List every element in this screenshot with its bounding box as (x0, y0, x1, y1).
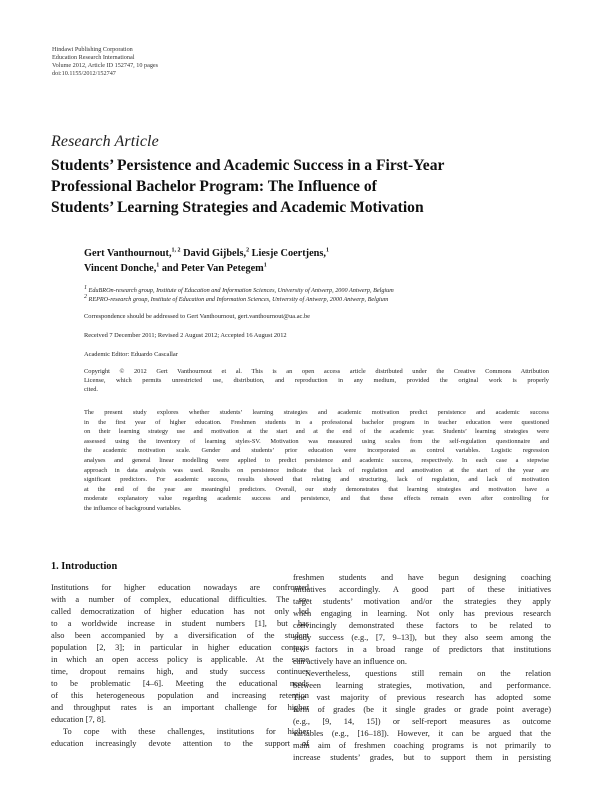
body-line: initiatives accordingly. A good part of these initiatives (293, 585, 551, 594)
body-line: variables (e.g., [16–18]). However, it can be argued that the (293, 729, 551, 738)
body-line: education increasingly devote attention to the support of (51, 739, 309, 748)
section-heading: 1. Introduction (51, 561, 118, 572)
journal-name: Education Research International (52, 54, 135, 61)
body-line: in which an open access policy is applicable. At the same (51, 655, 309, 664)
doi[interactable]: doi:10.1155/2012/152747 (52, 70, 116, 77)
body-line: and throughput rates is an important challenge for higher (51, 703, 309, 712)
abstract-line: at the end of the year are meaningful predictors. Overall, our study demonstrates that learning strategies and motivation have a (84, 485, 549, 493)
body-line: increase students’ grades, but to support them in persisting (293, 753, 551, 762)
publisher-name: Hindawi Publishing Corporation (52, 46, 133, 53)
abstract-line: in the first year of higher education. Freshmen students in a professional bachelor program in teacher education were questioned (84, 418, 549, 426)
body-line: freshmen students and have begun designing coaching (293, 573, 551, 582)
author-list (84, 246, 554, 276)
copyright-line: Copyright © 2012 Gert Vanthournout et al. This is an open access article distributed under the Creative Commons Attribution (84, 368, 549, 375)
body-line: with a number of complex, educational difficulties. The so- (51, 595, 309, 604)
abstract-line: approach in data analysis was used. Results on persistence indicate that lack of regulation and amotivation at the start of the year are (84, 466, 549, 474)
author-affiliation-mark: 1 (325, 247, 329, 254)
author-name: Liesje Coertjens, (249, 248, 326, 259)
body-line: To cope with these challenges, institutions for higher (63, 727, 309, 736)
abstract-line: on their learning strategy use and motivation at the start and at the end of the academic year. Students’ learning strategies were (84, 428, 549, 436)
title-line: Professional Bachelor Program: The Influence of (51, 178, 377, 195)
affiliation (84, 295, 554, 304)
body-line: can actively have an influence on. (293, 657, 407, 666)
copyright-notice (84, 367, 549, 394)
body-line: to a worldwide increase in student numbers [1], but has (51, 619, 309, 628)
author-name: David Gijbels, (180, 248, 247, 259)
abstract-line: the influence of background variables. (84, 504, 182, 512)
affiliation-text: EduBROn-research group, Institute of Education and Information Sciences, University of Antwerp, 2000 Antwerp, Belgium (87, 287, 394, 294)
body-line: study success (e.g., [7, 9–13]), but they also seem among the (293, 633, 551, 642)
body-line: Institutions for higher education nowadays are confronted (51, 583, 309, 592)
journal-header (52, 46, 158, 78)
body-line: convincingly demonstrated these factors to be related to (293, 621, 551, 630)
title-line: Students’ Learning Strategies and Academic Motivation (51, 199, 424, 216)
affiliations (84, 286, 554, 304)
author-name: and Peter Van Petegem (159, 263, 264, 274)
body-line: also been accompanied by a diversification of the student (51, 631, 309, 640)
body-column-right (293, 572, 551, 764)
author-name: Gert Vanthournout, (84, 248, 172, 259)
affiliation-mark: 2 (84, 293, 87, 300)
copyright-line: cited. (84, 386, 99, 393)
academic-editor: Academic Editor: Eduardo Cascallar (84, 351, 178, 358)
received-dates: Received 7 December 2011; Revised 2 August 2012; Accepted 16 August 2012 (84, 332, 287, 339)
affiliation-text: REPRO-research group, Institute of Education and Information Sciences, University of Antwerp, 2000 Antwerp, Belgium (87, 296, 389, 303)
author-affiliation-mark: 2 (246, 247, 250, 254)
article-type: Research Article (51, 133, 159, 150)
body-line: time, dropout remains high, and study success continues (51, 667, 309, 676)
body-line: of this heterogeneous population and increasing retention (51, 691, 309, 700)
body-line: target students’ motivation and/or the strategies they apply (293, 597, 551, 606)
paper-title (51, 155, 551, 218)
affiliation (84, 286, 554, 295)
volume-info: Volume 2012, Article ID 152747, 10 pages (52, 62, 159, 69)
author-name: Vincent Donche, (84, 263, 157, 274)
title-line: Students’ Persistence and Academic Success in a First-Year (51, 157, 445, 174)
abstract-line: moderate explanatory value regarding academic success and persistence, and that these effects remain even after controlling for (84, 495, 549, 503)
body-line: Nevertheless, questions still remain on the relation (305, 669, 551, 678)
author-affiliation-mark: 1 (263, 262, 267, 269)
body-line: (e.g., [9, 14, 15]) or self-report measures as outcome (293, 717, 551, 726)
copyright-line: License, which permits unrestricted use, distribution, and reproduction in any medium, provided the original work is properly (84, 377, 549, 384)
author-affiliation-mark: 1 (156, 262, 160, 269)
body-line: education [7, 8]. (51, 715, 106, 724)
correspondence: Correspondence should be addressed to Gert Vanthournout, gert.vanthournout@ua.ac.be (84, 313, 311, 320)
body-line: form of grades (be it single grades or grade point average) (293, 705, 551, 714)
author-affiliation-mark: 1, 2 (171, 247, 181, 254)
body-line: to be problematic [4–6]. Meeting the educational needs (51, 679, 309, 688)
body-line: called democratization of higher education has not only led (51, 607, 309, 616)
body-line: few factors in a broad range of predictors that institutions (293, 645, 551, 654)
abstract-line: significant predictors. For academic success, results showed that relating and structuring, lack of regulation, and lack of motivation (84, 476, 549, 484)
body-line: between learning strategies, motivation, and performance. (293, 681, 551, 690)
body-line: The vast majority of previous research has adopted some (293, 693, 551, 702)
abstract-line: the academic motivation scale. Gender and students’ prior education were incorporated as control variables. Logistic regression (84, 447, 549, 455)
body-line: main aim of freshmen coaching programs is not primarily to (293, 741, 551, 750)
author-line (84, 261, 554, 276)
body-column-left (51, 560, 309, 750)
affiliation-mark: 1 (84, 284, 87, 291)
abstract-line: assessed using the inventory of learning styles-SV. Motivation was measured using scales from the self-regulation questionnaire and (84, 437, 549, 445)
body-line: when engaging in learning. Not only has previous research (293, 609, 551, 618)
abstract-line: The present study explores whether students’ learning strategies and academic motivation predict persistence and academic success (84, 409, 549, 416)
author-line (84, 246, 554, 261)
abstract (84, 408, 549, 514)
abstract-line: analyses and general linear modelling were applied to predict persistence and academic success, respectively. In each case a stepwise (84, 456, 549, 464)
body-line: population [2, 3]; in particular in higher education contexts (51, 643, 309, 652)
